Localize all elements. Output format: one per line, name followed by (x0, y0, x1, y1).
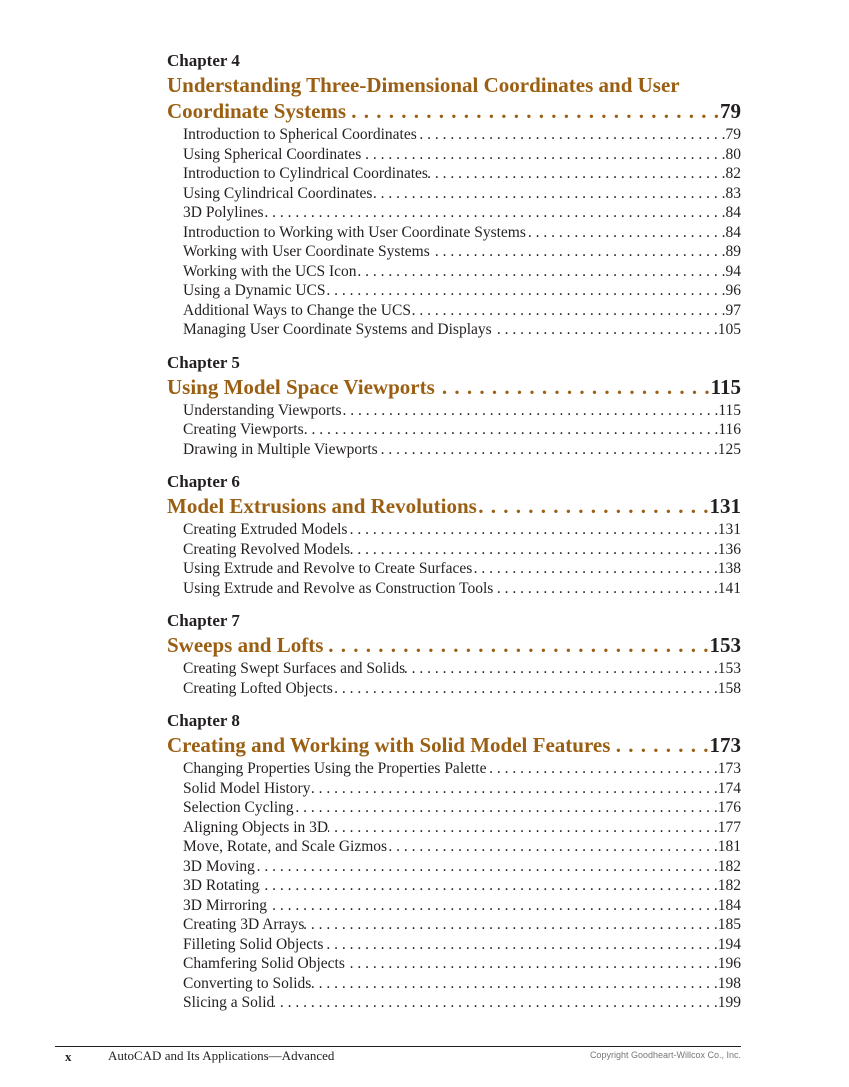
dot-leader (323, 632, 709, 658)
entry-title: 3D Mirroring (183, 896, 267, 914)
dot-leader (477, 493, 710, 519)
entry-page-number: 199 (717, 994, 741, 1011)
toc-entry[interactable] (183, 759, 741, 779)
dot-leader (259, 876, 718, 896)
entry-page-number: 97 (725, 301, 741, 319)
toc-entry[interactable] (183, 164, 741, 184)
toc-entry[interactable] (183, 540, 741, 560)
chapter-title[interactable] (167, 493, 741, 519)
dot-leader (304, 420, 719, 440)
chapter-label: Chapter 7 (167, 611, 240, 630)
toc-entry[interactable] (183, 420, 741, 440)
dot-leader (274, 993, 717, 1013)
toc-entry[interactable] (183, 301, 741, 321)
toc-entry[interactable] (183, 779, 741, 799)
entry-title: Creating Swept Surfaces and Solids (183, 660, 406, 677)
entry-title: Converting to Solids (183, 974, 312, 992)
entry-page-number: 138 (717, 560, 741, 577)
toc-entry[interactable] (183, 857, 741, 877)
entry-title: Solid Model History (183, 779, 311, 797)
toc-entry[interactable] (183, 915, 741, 935)
chapter-label: Chapter 5 (167, 352, 240, 372)
entry-page-number: 184 (717, 896, 741, 914)
chapter-title-text: Using Model Space Viewports (167, 374, 435, 399)
toc-entry[interactable] (183, 974, 741, 994)
entry-page-number: 196 (717, 955, 741, 972)
toc-entry[interactable] (183, 896, 741, 916)
entry-title: 3D Polylines (183, 204, 264, 221)
entry-title: Using Extrude and Revolve to Create Surfaces (183, 560, 473, 577)
toc-entry[interactable] (183, 993, 741, 1013)
chapter-page-number: 131 (709, 494, 741, 518)
entry-page-number: 182 (717, 877, 741, 894)
entry-title: Creating Revolved Models (183, 540, 351, 558)
entry-page-number: 80 (725, 145, 741, 163)
toc-entry[interactable] (183, 401, 741, 421)
entry-page-number: 158 (717, 679, 741, 697)
dot-leader (387, 837, 718, 857)
toc-entry[interactable] (183, 798, 741, 818)
chapter-section (167, 471, 741, 598)
entry-page-number: 136 (717, 540, 741, 558)
dot-leader (294, 798, 718, 818)
entry-page-number: 115 (718, 401, 741, 419)
entry-page-number: 125 (717, 440, 741, 458)
entry-title: Changing Properties Using the Properties Palette (183, 760, 487, 777)
entry-title: 3D Rotating (183, 877, 260, 894)
chapter-label: Chapter 6 (167, 472, 240, 491)
toc-entry[interactable] (183, 223, 741, 243)
dot-leader (264, 203, 726, 223)
book-title: AutoCAD and Its Applications—Advanced (108, 1048, 335, 1063)
dot-leader (378, 440, 718, 460)
dot-leader (372, 184, 725, 204)
page-footer (55, 1046, 741, 1064)
chapter-section (167, 610, 741, 698)
dot-leader (311, 974, 717, 994)
chapter-page-number: 153 (709, 633, 741, 657)
entry-page-number: 96 (725, 282, 741, 299)
dot-leader (411, 301, 726, 321)
entry-page-number: 173 (717, 760, 741, 777)
entry-title: Additional Ways to Change the UCS (183, 301, 411, 319)
entry-title: Introduction to Cylindrical Coordinates (183, 165, 428, 182)
entry-title: Creating Lofted Objects (183, 679, 333, 697)
entry-page-number: 176 (717, 799, 741, 816)
entry-title: Selection Cycling (183, 799, 294, 816)
entry-title: Using Spherical Coordinates (183, 145, 362, 163)
dot-leader (610, 732, 709, 758)
entry-page-number: 116 (718, 421, 741, 438)
toc-entry[interactable] (183, 320, 741, 340)
toc-entry[interactable] (183, 125, 741, 145)
dot-leader (323, 935, 717, 955)
entry-title: Working with the UCS Icon (183, 262, 357, 280)
entry-title: Creating Extruded Models (183, 521, 348, 538)
toc-entry[interactable] (183, 935, 741, 955)
toc-entry[interactable] (183, 954, 741, 974)
entry-page-number: 194 (717, 935, 741, 953)
entry-title: Chamfering Solid Objects (183, 955, 345, 972)
entry-title: Drawing in Multiple Viewports (183, 440, 378, 458)
dot-leader (492, 320, 718, 340)
chapter-label: Chapter 4 (167, 51, 240, 70)
entry-page-number: 84 (725, 204, 741, 221)
toc-entry[interactable] (183, 242, 741, 262)
toc-entry[interactable] (183, 203, 741, 223)
entry-page-number: 177 (717, 818, 741, 836)
copyright-notice: Copyright Goodheart-Willcox Co., Inc. (589, 1050, 741, 1060)
entry-page-number: 153 (717, 660, 741, 677)
dot-leader (417, 125, 726, 145)
toc-entry[interactable] (183, 262, 741, 282)
chapter-title[interactable] (167, 72, 741, 124)
dot-leader (526, 223, 726, 243)
entry-title: Move, Rotate, and Scale Gizmos (183, 838, 388, 855)
chapter-title-text: Coordinate Systems (167, 99, 347, 123)
entry-title: Creating Viewports (183, 421, 304, 438)
chapter-section (167, 710, 741, 1013)
section-list (167, 401, 741, 460)
chapter-title-text: Model Extrusions and Revolutions (167, 494, 477, 518)
toc-entry[interactable] (183, 818, 741, 838)
chapter-section (167, 352, 741, 460)
toc-entry[interactable] (183, 520, 741, 540)
dot-leader (430, 242, 726, 262)
dot-leader (357, 262, 726, 282)
entry-page-number: 131 (717, 521, 741, 538)
toc-entry[interactable] (183, 559, 741, 579)
dot-leader (342, 401, 719, 421)
entry-page-number: 84 (725, 223, 741, 241)
entry-title: Using Cylindrical Coordinates (183, 184, 373, 202)
entry-title: Aligning Objects in 3D (183, 818, 329, 836)
toc-entry[interactable] (183, 281, 741, 301)
entry-title: 3D Moving (183, 857, 255, 875)
entry-page-number: 182 (717, 857, 741, 875)
toc-entry[interactable] (183, 184, 741, 204)
entry-title: Filleting Solid Objects (183, 935, 324, 953)
entry-title: Using Extrude and Revolve as Construction Tools (183, 579, 494, 597)
entry-title: Creating 3D Arrays (183, 916, 305, 933)
section-list (167, 520, 741, 598)
table-of-contents (167, 50, 741, 1025)
toc-entry[interactable] (183, 145, 741, 165)
entry-page-number: 181 (717, 838, 741, 855)
toc-entry[interactable] (183, 876, 741, 896)
dot-leader (428, 164, 726, 184)
dot-leader (487, 759, 718, 779)
entry-page-number: 79 (725, 126, 741, 143)
entry-title: Managing User Coordinate Systems and Displays (183, 321, 492, 338)
entry-page-number: 141 (717, 579, 741, 597)
entry-page-number: 105 (717, 321, 741, 338)
entry-title: Introduction to Spherical Coordinates (183, 126, 417, 143)
entry-page-number: 82 (725, 165, 741, 182)
chapter-section (167, 50, 741, 340)
dot-leader (347, 520, 717, 540)
toc-entry[interactable] (183, 679, 741, 699)
dot-leader (350, 540, 718, 560)
entry-title: Using a Dynamic UCS (183, 282, 326, 299)
dot-leader (328, 818, 718, 838)
toc-entry[interactable] (183, 579, 741, 599)
dot-leader (405, 659, 718, 679)
entry-page-number: 94 (725, 262, 741, 280)
section-list (167, 759, 741, 1013)
section-list (167, 659, 741, 698)
entry-page-number: 83 (725, 184, 741, 202)
dot-leader (255, 857, 718, 877)
dot-leader (472, 559, 718, 579)
chapter-title-text: Creating and Working with Solid Model Features (167, 733, 611, 757)
dot-leader (333, 679, 718, 699)
toc-entry[interactable] (183, 837, 741, 857)
chapter-title-text: Sweeps and Lofts (167, 633, 324, 657)
chapter-title-line: Understanding Three-Dimensional Coordinates and User (167, 73, 680, 97)
entry-title: Understanding Viewports (183, 401, 342, 419)
chapter-title[interactable] (167, 374, 741, 400)
dot-leader (435, 374, 711, 400)
entry-page-number: 198 (717, 974, 741, 992)
entry-title: Introduction to Working with User Coordinate Systems (183, 223, 526, 241)
dot-leader (346, 98, 720, 124)
entry-page-number: 174 (717, 779, 741, 797)
dot-leader (310, 779, 717, 799)
dot-leader (493, 579, 717, 599)
toc-entry[interactable] (183, 659, 741, 679)
entry-page-number: 185 (717, 916, 741, 933)
page-number: x (65, 1049, 72, 1064)
chapter-title[interactable] (167, 632, 741, 658)
entry-title: Working with User Coordinate Systems (183, 243, 430, 260)
toc-entry[interactable] (183, 440, 741, 460)
dot-leader (345, 954, 718, 974)
chapter-page-number: 173 (709, 733, 741, 757)
chapter-page-number: 79 (720, 99, 741, 123)
entry-title: Slicing a Solid (183, 994, 275, 1011)
chapter-label: Chapter 8 (167, 711, 240, 730)
chapter-page-number: 115 (710, 374, 741, 399)
entry-page-number: 89 (725, 243, 741, 260)
dot-leader (361, 145, 725, 165)
chapter-title[interactable] (167, 732, 741, 758)
section-list (167, 125, 741, 340)
dot-leader (326, 281, 726, 301)
dot-leader (304, 915, 717, 935)
dot-leader (267, 896, 718, 916)
